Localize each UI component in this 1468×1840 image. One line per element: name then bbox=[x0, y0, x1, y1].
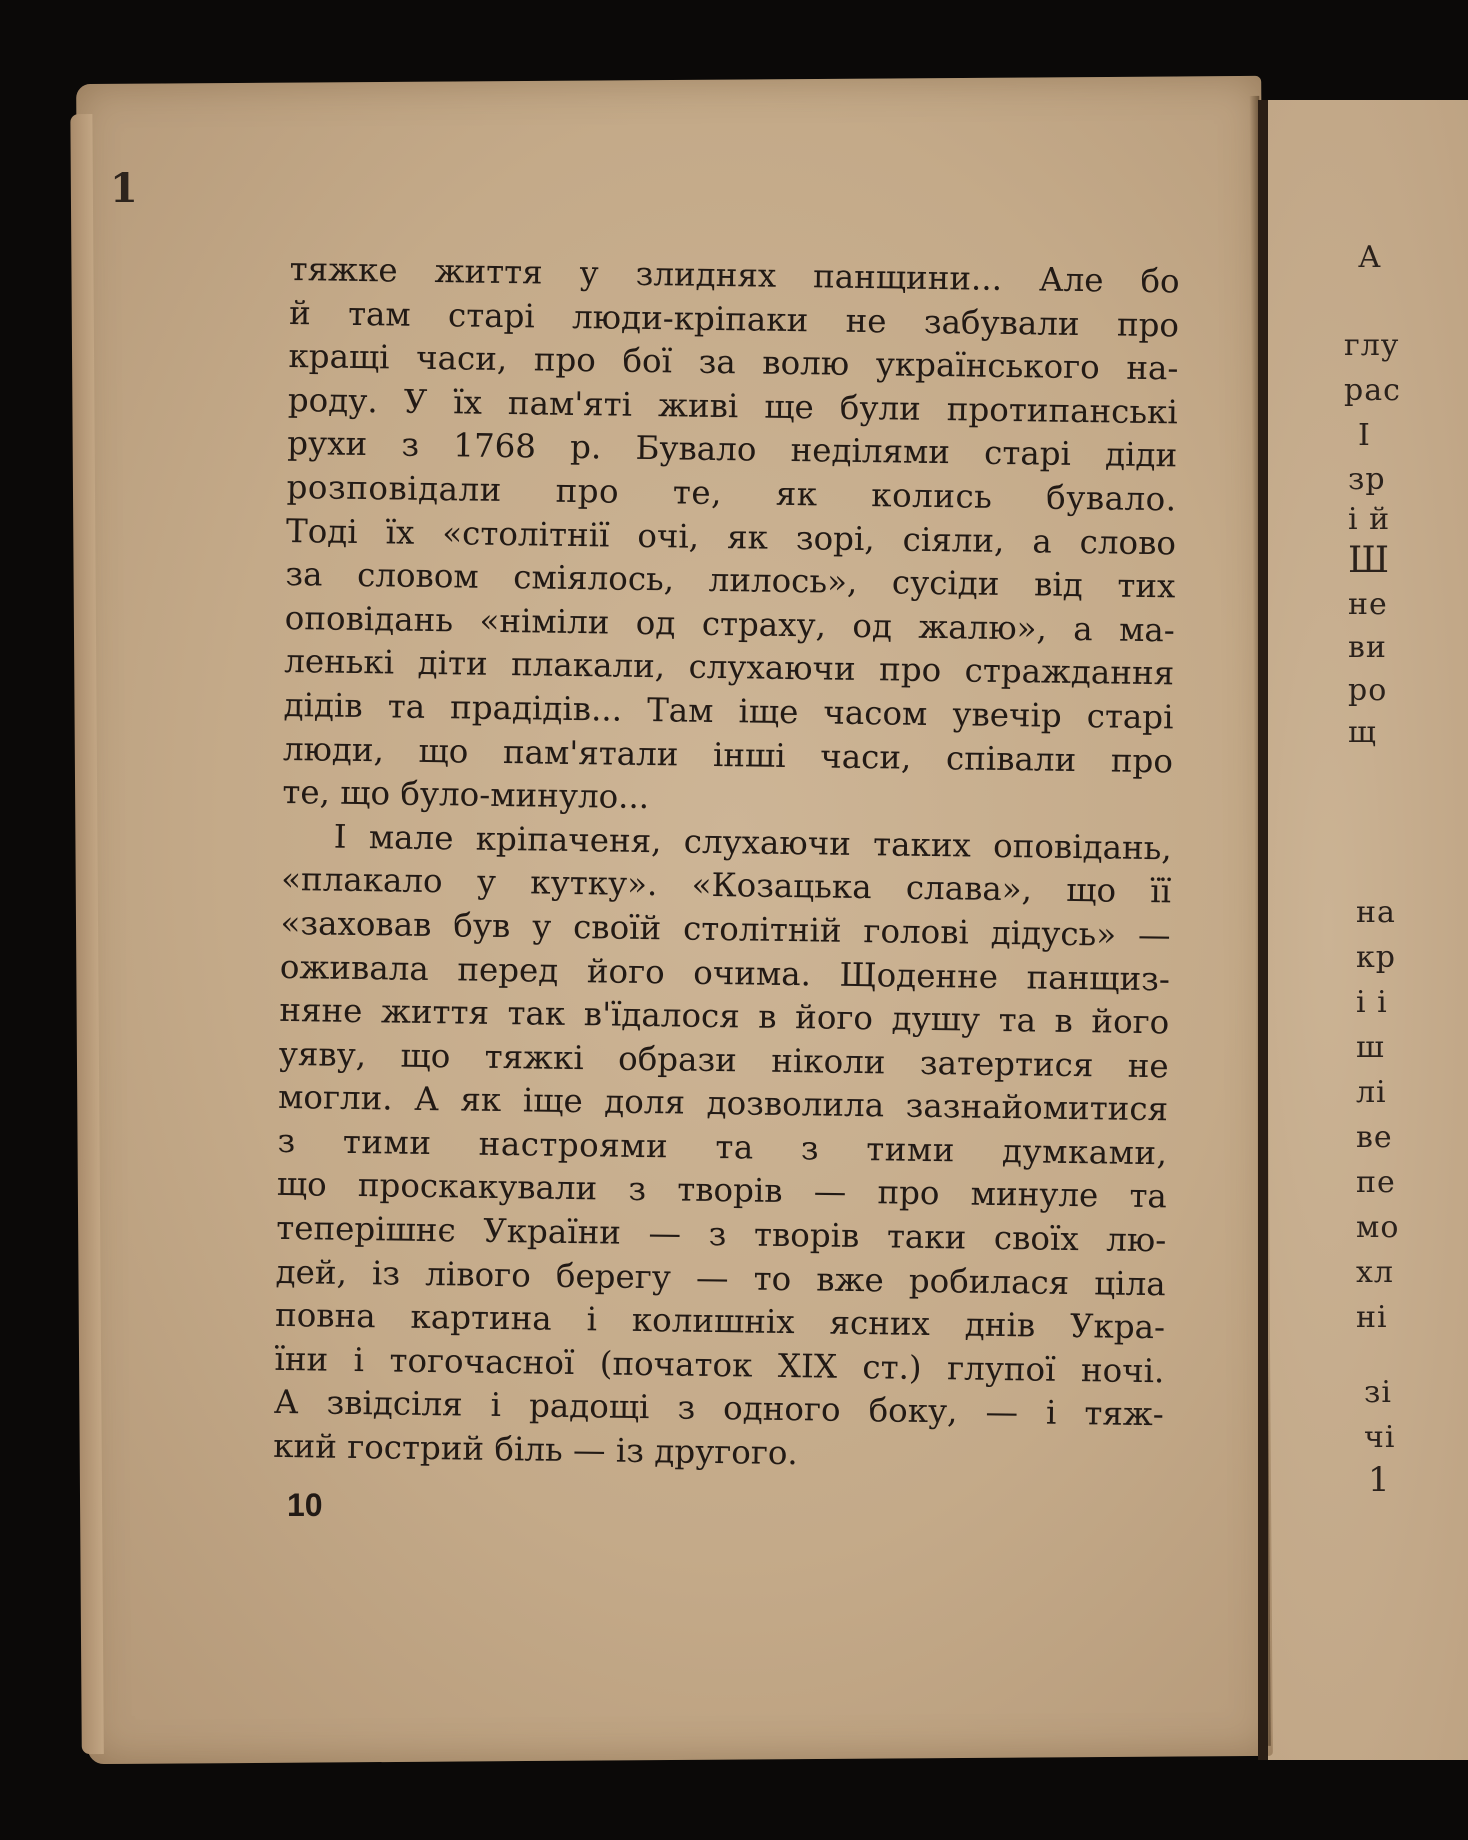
text-line: кий гострий біль — із другого. bbox=[273, 1426, 799, 1473]
right-page-fragment: ро bbox=[1348, 673, 1388, 708]
text-line: А звідсіля і радощі з одного боку, — і тяж- bbox=[273, 1383, 1165, 1434]
text-line: з тими настроями та з тими думками, bbox=[277, 1121, 1168, 1173]
right-page-fragment: глу bbox=[1344, 328, 1400, 363]
text-line: уяву, що тяжкі образи ніколи затертися не bbox=[278, 1034, 1169, 1086]
text-line: оживала перед його очима. Щоденне панщиз- bbox=[279, 947, 1171, 998]
right-page-fragment: ви bbox=[1348, 630, 1387, 665]
text-line: їни і тогочасної (початок XIX ст.) глупої ночі. bbox=[274, 1339, 1165, 1391]
text-line: рухи з 1768 р. Бувало неділями старі діди bbox=[287, 424, 1178, 475]
text-line: няне життя так в'їдалося в його душу та в його bbox=[279, 991, 1170, 1042]
right-page-fragment: ні bbox=[1356, 1300, 1388, 1335]
right-page-fragment: рас bbox=[1344, 373, 1401, 408]
text-line: тяжке життя у злиднях панщини... Але бо bbox=[289, 249, 1180, 301]
right-page-fragment: і і bbox=[1356, 985, 1388, 1020]
text-line: «плакало у кутку». «Козацька слава», що її bbox=[280, 860, 1172, 911]
book-spine bbox=[1258, 100, 1268, 1760]
text-line: кращі часи, про бої за волю українського на- bbox=[288, 337, 1179, 388]
text-line: оповідань «німіли од страху, од жалю», а ма- bbox=[284, 598, 1176, 650]
text-line: те, що було-минуло... bbox=[282, 773, 650, 817]
text-line: дей, із лівого берегу — то вже робилася ціла bbox=[275, 1252, 1166, 1303]
right-page-fragment: ве bbox=[1356, 1120, 1393, 1155]
text-line: роду. У їх пам'яті живі ще були протипанські bbox=[287, 380, 1179, 432]
right-page-fragment: кр bbox=[1356, 940, 1396, 975]
text-line: Тоді їх «столітнії очі, як зорі, сіяли, а слово bbox=[285, 511, 1177, 562]
right-page bbox=[1268, 100, 1468, 1760]
right-page-fragment: щ bbox=[1348, 715, 1377, 750]
right-page-fragment: зі bbox=[1364, 1375, 1392, 1410]
text-line: «заховав був у своїй столітній голові дідусь» — bbox=[280, 903, 1171, 955]
right-page-fragment: зр bbox=[1348, 462, 1386, 497]
corner-mark: 1 bbox=[110, 165, 138, 212]
text-line: І мале кріпаченя, слухаючи таких оповідань, bbox=[333, 817, 1172, 868]
right-page-fragment: лі bbox=[1356, 1075, 1387, 1110]
text-line: люди, що пам'ятали інші часи, співали про bbox=[282, 729, 1174, 780]
text-line: й там старі люди-кріпаки не забували про bbox=[288, 293, 1180, 345]
text-line: за словом сміялось, лилось», сусіди від тих bbox=[285, 555, 1176, 606]
right-page-fragment: мо bbox=[1356, 1210, 1400, 1245]
right-page-fragment: ш bbox=[1356, 1030, 1385, 1065]
text-line: ленькі діти плакали, слухаючи про страждання bbox=[283, 642, 1175, 693]
right-page-fragment: хл bbox=[1356, 1255, 1394, 1290]
right-page-fragment: на bbox=[1356, 895, 1396, 930]
page-number: 10 bbox=[287, 1487, 323, 1523]
text-line: теперішнє України — з творів таки своїх лю- bbox=[276, 1208, 1167, 1260]
right-page-fragment: 1 bbox=[1368, 1460, 1391, 1500]
right-page-fragment: Ш bbox=[1348, 540, 1391, 581]
text-line: що проскакували з творів — про минуле та bbox=[276, 1165, 1168, 1216]
text-line: дідів та прадідів... Там іще часом увечір старі bbox=[283, 685, 1174, 737]
text-line: могли. А як іще доля дозволила зазнайомитися bbox=[277, 1078, 1169, 1129]
right-page-fragment: не bbox=[1348, 587, 1388, 622]
page-text bbox=[273, 248, 1180, 1481]
text-line: розповідали про те, як колись бувало. bbox=[286, 467, 1177, 519]
right-page-fragment: чі bbox=[1364, 1420, 1396, 1455]
right-page-fragment: пе bbox=[1356, 1165, 1396, 1200]
right-page-fragment: А bbox=[1358, 240, 1382, 275]
text-line: повна картина і колишніх ясних днів Укра- bbox=[274, 1296, 1166, 1347]
right-page-fragment: і й bbox=[1348, 502, 1391, 537]
right-page-fragment: І bbox=[1358, 418, 1371, 453]
